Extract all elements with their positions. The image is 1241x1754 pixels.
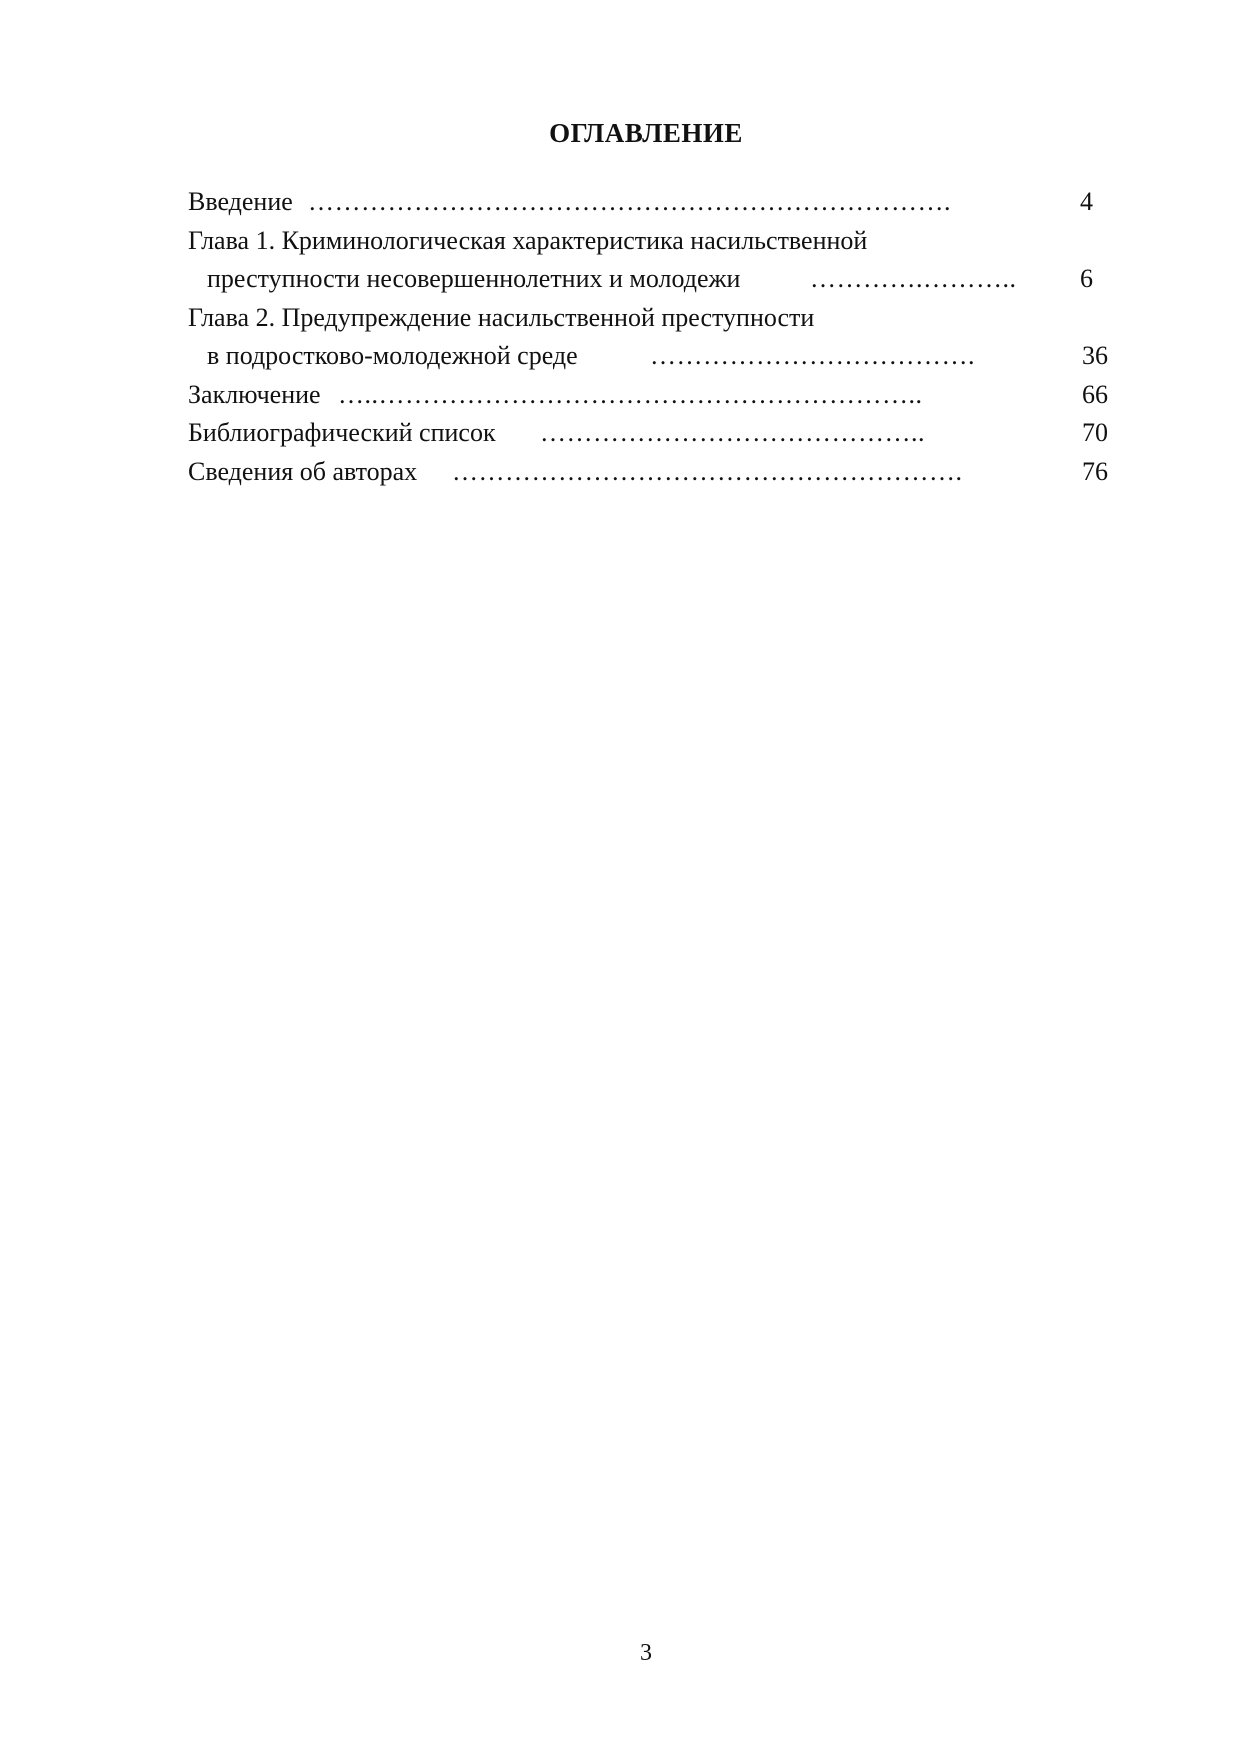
dot-leader: ………………………………………………….	[452, 456, 963, 486]
toc-entry-bibliography[interactable]	[188, 414, 1108, 453]
toc-entry-title: Введение	[188, 187, 293, 216]
dot-leader: ………….………..	[810, 264, 1017, 293]
toc-entry-title: Библиографический список	[188, 418, 496, 447]
toc-entry-about-authors[interactable]	[188, 453, 1108, 492]
dot-leader: ……………………………….	[650, 341, 975, 370]
toc-page-number: 76	[1082, 456, 1108, 486]
toc-page-number: 66	[1082, 379, 1108, 409]
dot-leader: …..……………………………………………………..	[338, 379, 923, 409]
toc-page-number: 6	[1080, 264, 1093, 293]
toc-page-number: 4	[1080, 187, 1093, 216]
toc-entry-chapter-2[interactable]	[188, 299, 1108, 376]
toc-entry-title: Глава 2. Предупреждение насильственной преступности	[188, 302, 815, 332]
dot-leader: ……………………………………………………………….	[308, 187, 951, 216]
toc-entry-title-continued: преступности несовершеннолетних и молодежи	[207, 264, 741, 293]
toc-entry-title: Глава 1. Криминологическая характеристика насильственной	[188, 225, 868, 255]
page-number: 3	[640, 1640, 652, 1666]
table-of-contents	[188, 183, 1108, 491]
toc-entry-title: Заключение	[188, 379, 321, 409]
page-title: ОГЛАВЛЕНИЕ	[549, 118, 743, 148]
toc-page-number: 36	[1082, 341, 1108, 370]
toc-page-number: 70	[1082, 418, 1108, 447]
toc-entry-title-continued: в подростково-молодежной среде	[207, 341, 578, 370]
toc-entry-introduction[interactable]	[188, 183, 1108, 222]
toc-entry-conclusion[interactable]	[188, 376, 1108, 415]
toc-entry-title: Сведения об авторах	[188, 456, 418, 486]
toc-entry-chapter-1[interactable]	[188, 222, 1108, 299]
dot-leader: ……………………………………..	[540, 418, 925, 447]
